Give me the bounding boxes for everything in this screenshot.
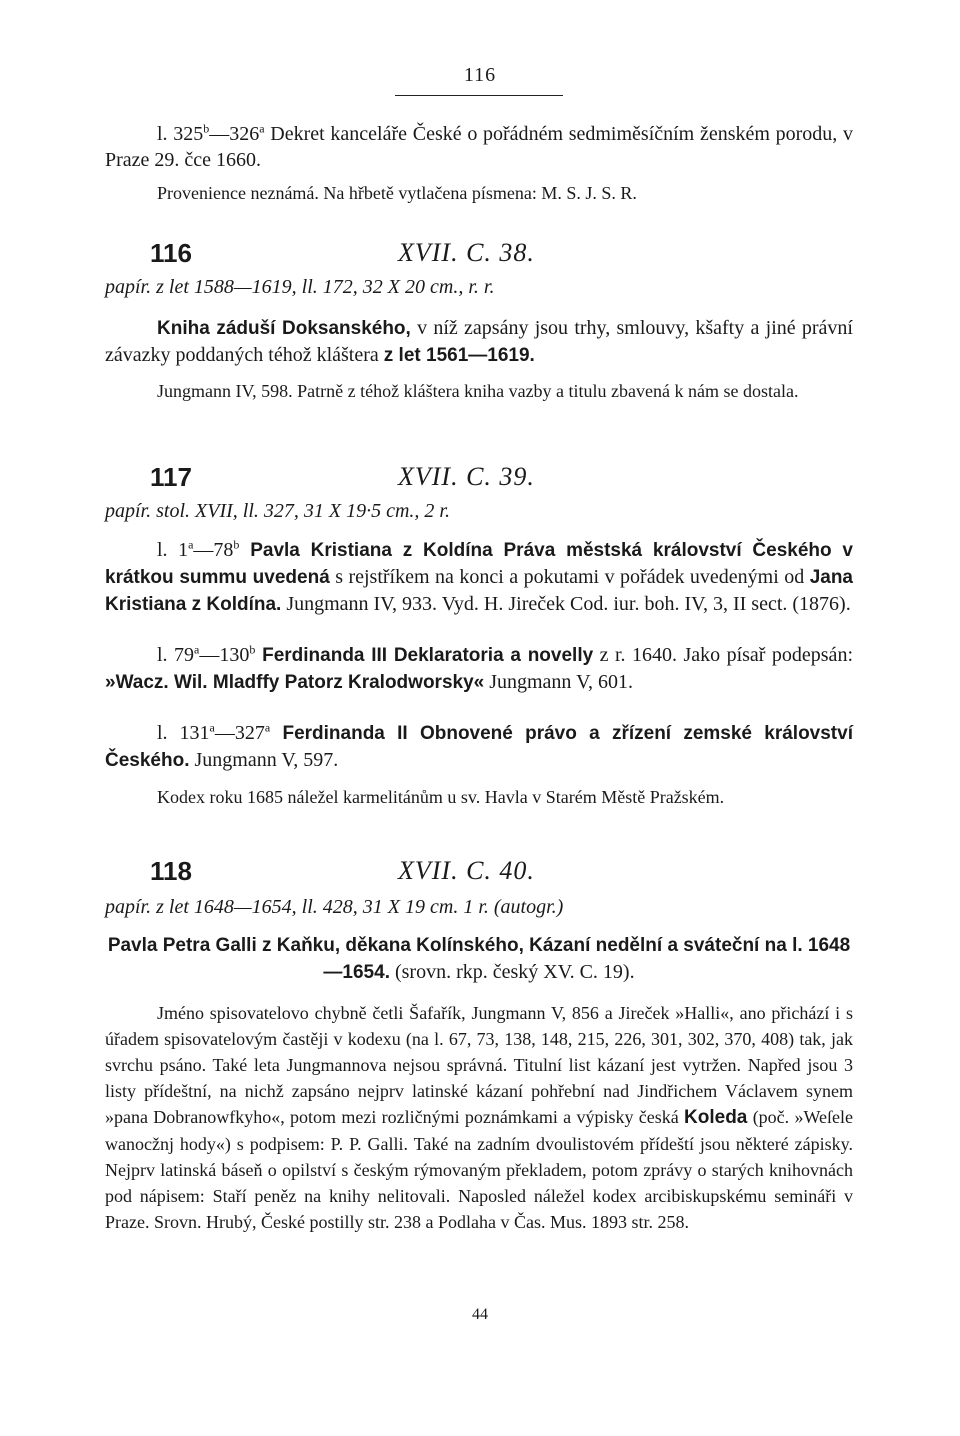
entry-item — [105, 642, 853, 696]
folio-mid: —326 — [209, 123, 260, 145]
entry-note: Jungmann IV, 598. Patrně z téhož kláštera kniha vazby a titulu zbavená k nám se dostala. — [157, 381, 799, 401]
folio-sup: b — [249, 642, 256, 657]
item-bold: Ferdinanda II Obnovené právo a zřízení zemské království Českého. — [105, 723, 853, 771]
header-rule — [395, 95, 563, 96]
title-bold: Kniha záduší Doksanského, — [157, 318, 411, 339]
item-text: z r. 1640. Jako písař podepsán: — [593, 644, 853, 666]
folio-start: l. 325 — [157, 123, 204, 145]
entry-title — [105, 315, 853, 369]
folio-sup: a — [188, 537, 194, 552]
page-footer-number: 44 — [472, 1306, 488, 1323]
folio-sup: a — [264, 720, 271, 735]
top-item — [105, 121, 853, 173]
shelf-signature: XVII. C. 40. — [398, 856, 535, 885]
folio-start: l. 1 — [157, 539, 189, 561]
folio-mid: —78 — [193, 539, 234, 561]
entry-note — [105, 1000, 853, 1235]
page-header-number: 116 — [463, 64, 497, 86]
folio-mid: —327 — [214, 722, 265, 744]
folio-sup: a — [209, 720, 215, 735]
item-text: Jungmann V, 597. — [189, 749, 339, 771]
item-bold: Jana Kristiana z Koldína. — [105, 567, 853, 615]
physical-description: papír. stol. XVII, ll. 327, 31 X 19·5 cm., 2 r. — [105, 500, 450, 522]
entry-number: 116 — [150, 238, 192, 268]
shelf-signature: XVII. C. 38. — [398, 238, 535, 267]
item-text: Jungmann V, 601. — [484, 671, 633, 693]
entry-number: 117 — [150, 462, 192, 492]
title-bold: Pavla Petra Galli z Kaňku, děkana Kolínského, Kázaní nedělní a sváteční na l. 1648—1654. — [107, 935, 851, 983]
title-text: (srovn. rkp. český XV. C. 19). — [389, 961, 635, 983]
title-text: v níž zapsány jsou trhy, smlouvy, kšafty a jiné právní závazky poddaných téhož kláštera — [105, 317, 853, 366]
entry-number: 118 — [150, 856, 192, 886]
entry-item — [105, 537, 853, 618]
folio-sup: a — [259, 121, 265, 136]
folio-sup: a — [194, 642, 200, 657]
shelf-signature: XVII. C. 39. — [398, 462, 535, 491]
folio-sup: b — [233, 537, 240, 552]
folio-sup: b — [203, 121, 210, 136]
item-bold: Pavla Kristiana z Koldína Práva městská království Českého v krátkou summu uvedená — [105, 540, 853, 588]
folio-start: l. 131 — [157, 722, 210, 744]
item-text: Dekret kanceláře České o pořádném sedmiměsíčním ženském porodu, v Praze 29. čce 1660. — [105, 123, 853, 171]
item-text: s rejstříkem na konci a pokutami v pořádek uvedenými od — [329, 566, 810, 588]
item-text: Jungmann IV, 933. Vyd. H. Jireček Cod. iur. boh. IV, 3, II sect. (1876). — [281, 593, 851, 615]
note-bold: Koleda — [684, 1107, 748, 1128]
note-text: (poč. »Weſele wanocžnj hody«) s podpisem: P. P. Galli. Také na zadním dvoulistovém přídeští jsou některé zápisky. Nejprv latinská báseň o opilství s českým rýmovaným překladem, potom zprávy o starých knihovnách pod nápisem: Staří peněz na knihy nelitovali. Naposled náležel kodex arcibiskupskému semináři v Praze. Srovn. Hrubý, České postilly str. 238 a Podlaha v Čas. Mus. 1893 str. 258. — [105, 1107, 853, 1232]
note-text: Jméno spisovatelovo chybně četli Šafařík, Jungmann V, 856 a Jireček »Halli«, ano přichází i s úřadem spisovatelovým častěji v kodexu (na l. 67, 73, 138, 148, 215, 226, 301, 302, 370, 408) tak, jak svrchu psáno. Také leta Jungmannova nejsou správná. Titulní list kázaní jest vytržen. Napřed jsou 3 listy přídeštní, na nichž zapsáno nejprv latinské kázaní pohřební nad Jindřichem Václavem synem »pana Dobranowfkyho«, potom mezi rozličnými poznámkami a výpisky česká — [105, 1003, 853, 1127]
entry-title — [105, 932, 853, 986]
top-provenance: Provenience neznámá. Na hřbetě vytlačena písmena: M. S. J. S. R. — [157, 183, 637, 203]
item-bold: Ferdinanda III Deklaratoria a novelly — [255, 645, 594, 666]
item-bold: »Wacz. Wil. Mladffy Patorz Kralodworsky« — [105, 672, 485, 693]
physical-description: papír. z let 1648—1654, ll. 428, 31 X 19 cm. 1 r. (autogr.) — [105, 896, 564, 918]
entry-item — [105, 720, 853, 774]
physical-description: papír. z let 1588—1619, ll. 172, 32 X 20 cm., r. r. — [105, 276, 495, 298]
folio-start: l. 79 — [157, 644, 195, 666]
entry-note: Kodex roku 1685 náležel karmelitánům u sv. Havla v Starém Městě Pražském. — [157, 787, 725, 807]
folio-mid: —130 — [199, 644, 250, 666]
title-bold: z let 1561—1619. — [383, 345, 535, 366]
